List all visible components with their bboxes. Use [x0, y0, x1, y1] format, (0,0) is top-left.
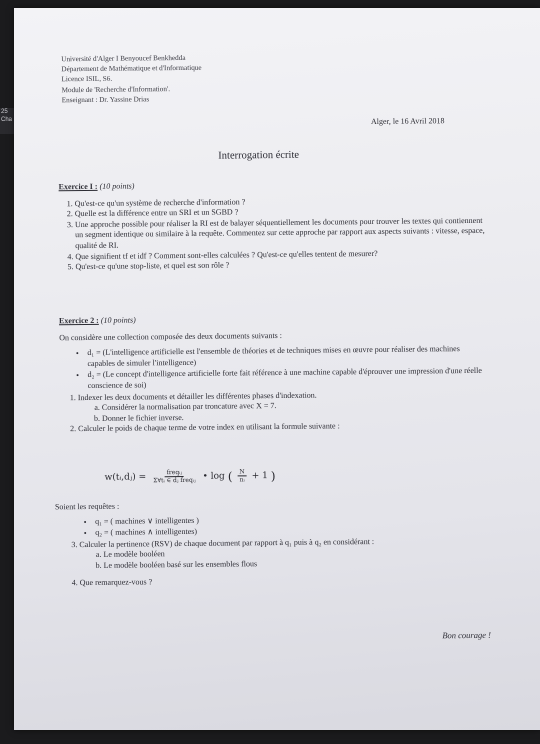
exam-date: Alger, le 16 Avril 2018: [370, 116, 445, 127]
requests-intro: Soient les requêtes :: [54, 501, 120, 512]
sub-questions: [79, 546, 495, 572]
question-item: 5. Qu'est-ce qu'une stop-liste, et quel est son rôle ?: [75, 258, 489, 273]
formula-lhs: w(tᵢ,dⱼ) =: [104, 471, 147, 483]
question-text: Indexer les deux documents et détailler les différentes phases d'indexation.: [77, 390, 317, 402]
sub-question: b. Donner le fichier inverse.: [102, 410, 490, 425]
document-d2: • d₂ = (Le concept d'intelligence artificielle forte fait référence à une machine capable d'éprouver une impression d'une réelle conscience de soi): [88, 366, 490, 391]
document-list: [59, 344, 489, 392]
question-item: [79, 536, 495, 572]
sub-question: b. Le modèle booléen basé sur les ensembles flous: [104, 557, 496, 572]
formula-log: • log: [202, 471, 225, 482]
exercise-1: [59, 178, 490, 273]
header-line: Enseignant : Dr. Yassine Drias: [61, 95, 150, 105]
requests-section: [55, 498, 496, 589]
exercise-2: [59, 312, 490, 435]
formula-idf-fraction: [237, 468, 246, 483]
sub-question: a. Le modèle booléen: [103, 546, 495, 561]
document-d1: • d₁ = (L'intelligence artificielle est l'ensemble de théories et de techniques mises en œuvre pour réaliser des machines capables de simuler l'intelligence): [87, 344, 489, 369]
request-q1: • q₁ = ( machines ∨ intelligentes ): [95, 512, 495, 527]
formula-idf-denominator: nᵢ: [239, 476, 245, 484]
formula-paren-open: (: [227, 468, 233, 484]
institution-header: [61, 53, 202, 105]
exam-paper: [14, 8, 540, 730]
request-q2: • q₂ = ( machines ∧ intelligentes): [95, 524, 495, 539]
requests-list: [55, 512, 495, 539]
sub-question: a. Considérer la normalisation par troncature avec X = 7.: [102, 399, 490, 414]
document-body: [12, 5, 540, 732]
exercise-2-heading: Exercice 2 :: [58, 315, 99, 326]
exercise-1-heading: Exercice I :: [58, 181, 98, 192]
closing-note: Bon courage !: [442, 629, 492, 641]
header-line: Licence ISIL, S6.: [61, 75, 113, 84]
formula-idf-numerator: N: [237, 468, 246, 476]
question-item: [78, 388, 490, 424]
exercise-2-questions-cont: [55, 536, 495, 589]
formula-denominator: Σ∀tᵢ ∈ dⱼ freqᵢⱼ: [153, 476, 196, 485]
formula-fraction: [151, 469, 197, 484]
exercise-2-points: (10 points): [100, 315, 136, 325]
page-title: Interrogation écrite: [218, 149, 300, 162]
question-text: Calculer le poids de chaque terme de votre index en utilisant la formule suivante :: [78, 421, 340, 434]
exercise-1-points: (10 points): [99, 181, 135, 191]
question-text: Calculer la pertinence (RSV) de chaque document par rapport à q₁ puis à q₂ en considérant :: [79, 536, 375, 549]
question-item: [80, 573, 496, 588]
side-label: 25 Cha: [0, 108, 17, 134]
exercise-2-questions: [60, 388, 490, 435]
header-line: Université d'Alger I Benyoucef Benkhedda: [61, 53, 186, 64]
question-item: 1. Qu'est-ce qu'un système de recherche d'information ?: [75, 194, 489, 209]
header-line: Module de 'Recherche d'Information'.: [61, 84, 171, 94]
question-item: 4. Que signifient tf et idf ? Comment sont-elles calculées ? Qu'est-ce qu'elles tentent de mesurer?: [75, 247, 489, 262]
formula-numerator: freqᵢⱼ: [165, 469, 184, 477]
question-item: 2. Quelle est la différence entre un SRI et un SGBD ?: [75, 205, 489, 220]
question-item: 3. Une approche possible pour réaliser la RI est de balayer séquentiellement les documents pour trouver les textes qui contiennent un segment identique ou similaire à la requête. Commentez sur cette approche par rapport aux aspects suivants : vitesse, espace, qualité de RI.: [75, 216, 489, 252]
question-text: Que remarquez-vous ?: [79, 576, 153, 587]
weight-formula: [105, 468, 276, 485]
exercise-2-intro: On considère une collection composée des deux documents suivants :: [59, 330, 283, 342]
exercise-1-questions: [59, 194, 490, 273]
formula-tail: + 1: [251, 470, 268, 481]
header-line: Département de Mathématique et d'Informatique: [61, 63, 202, 74]
formula-paren-close: ): [270, 468, 276, 483]
